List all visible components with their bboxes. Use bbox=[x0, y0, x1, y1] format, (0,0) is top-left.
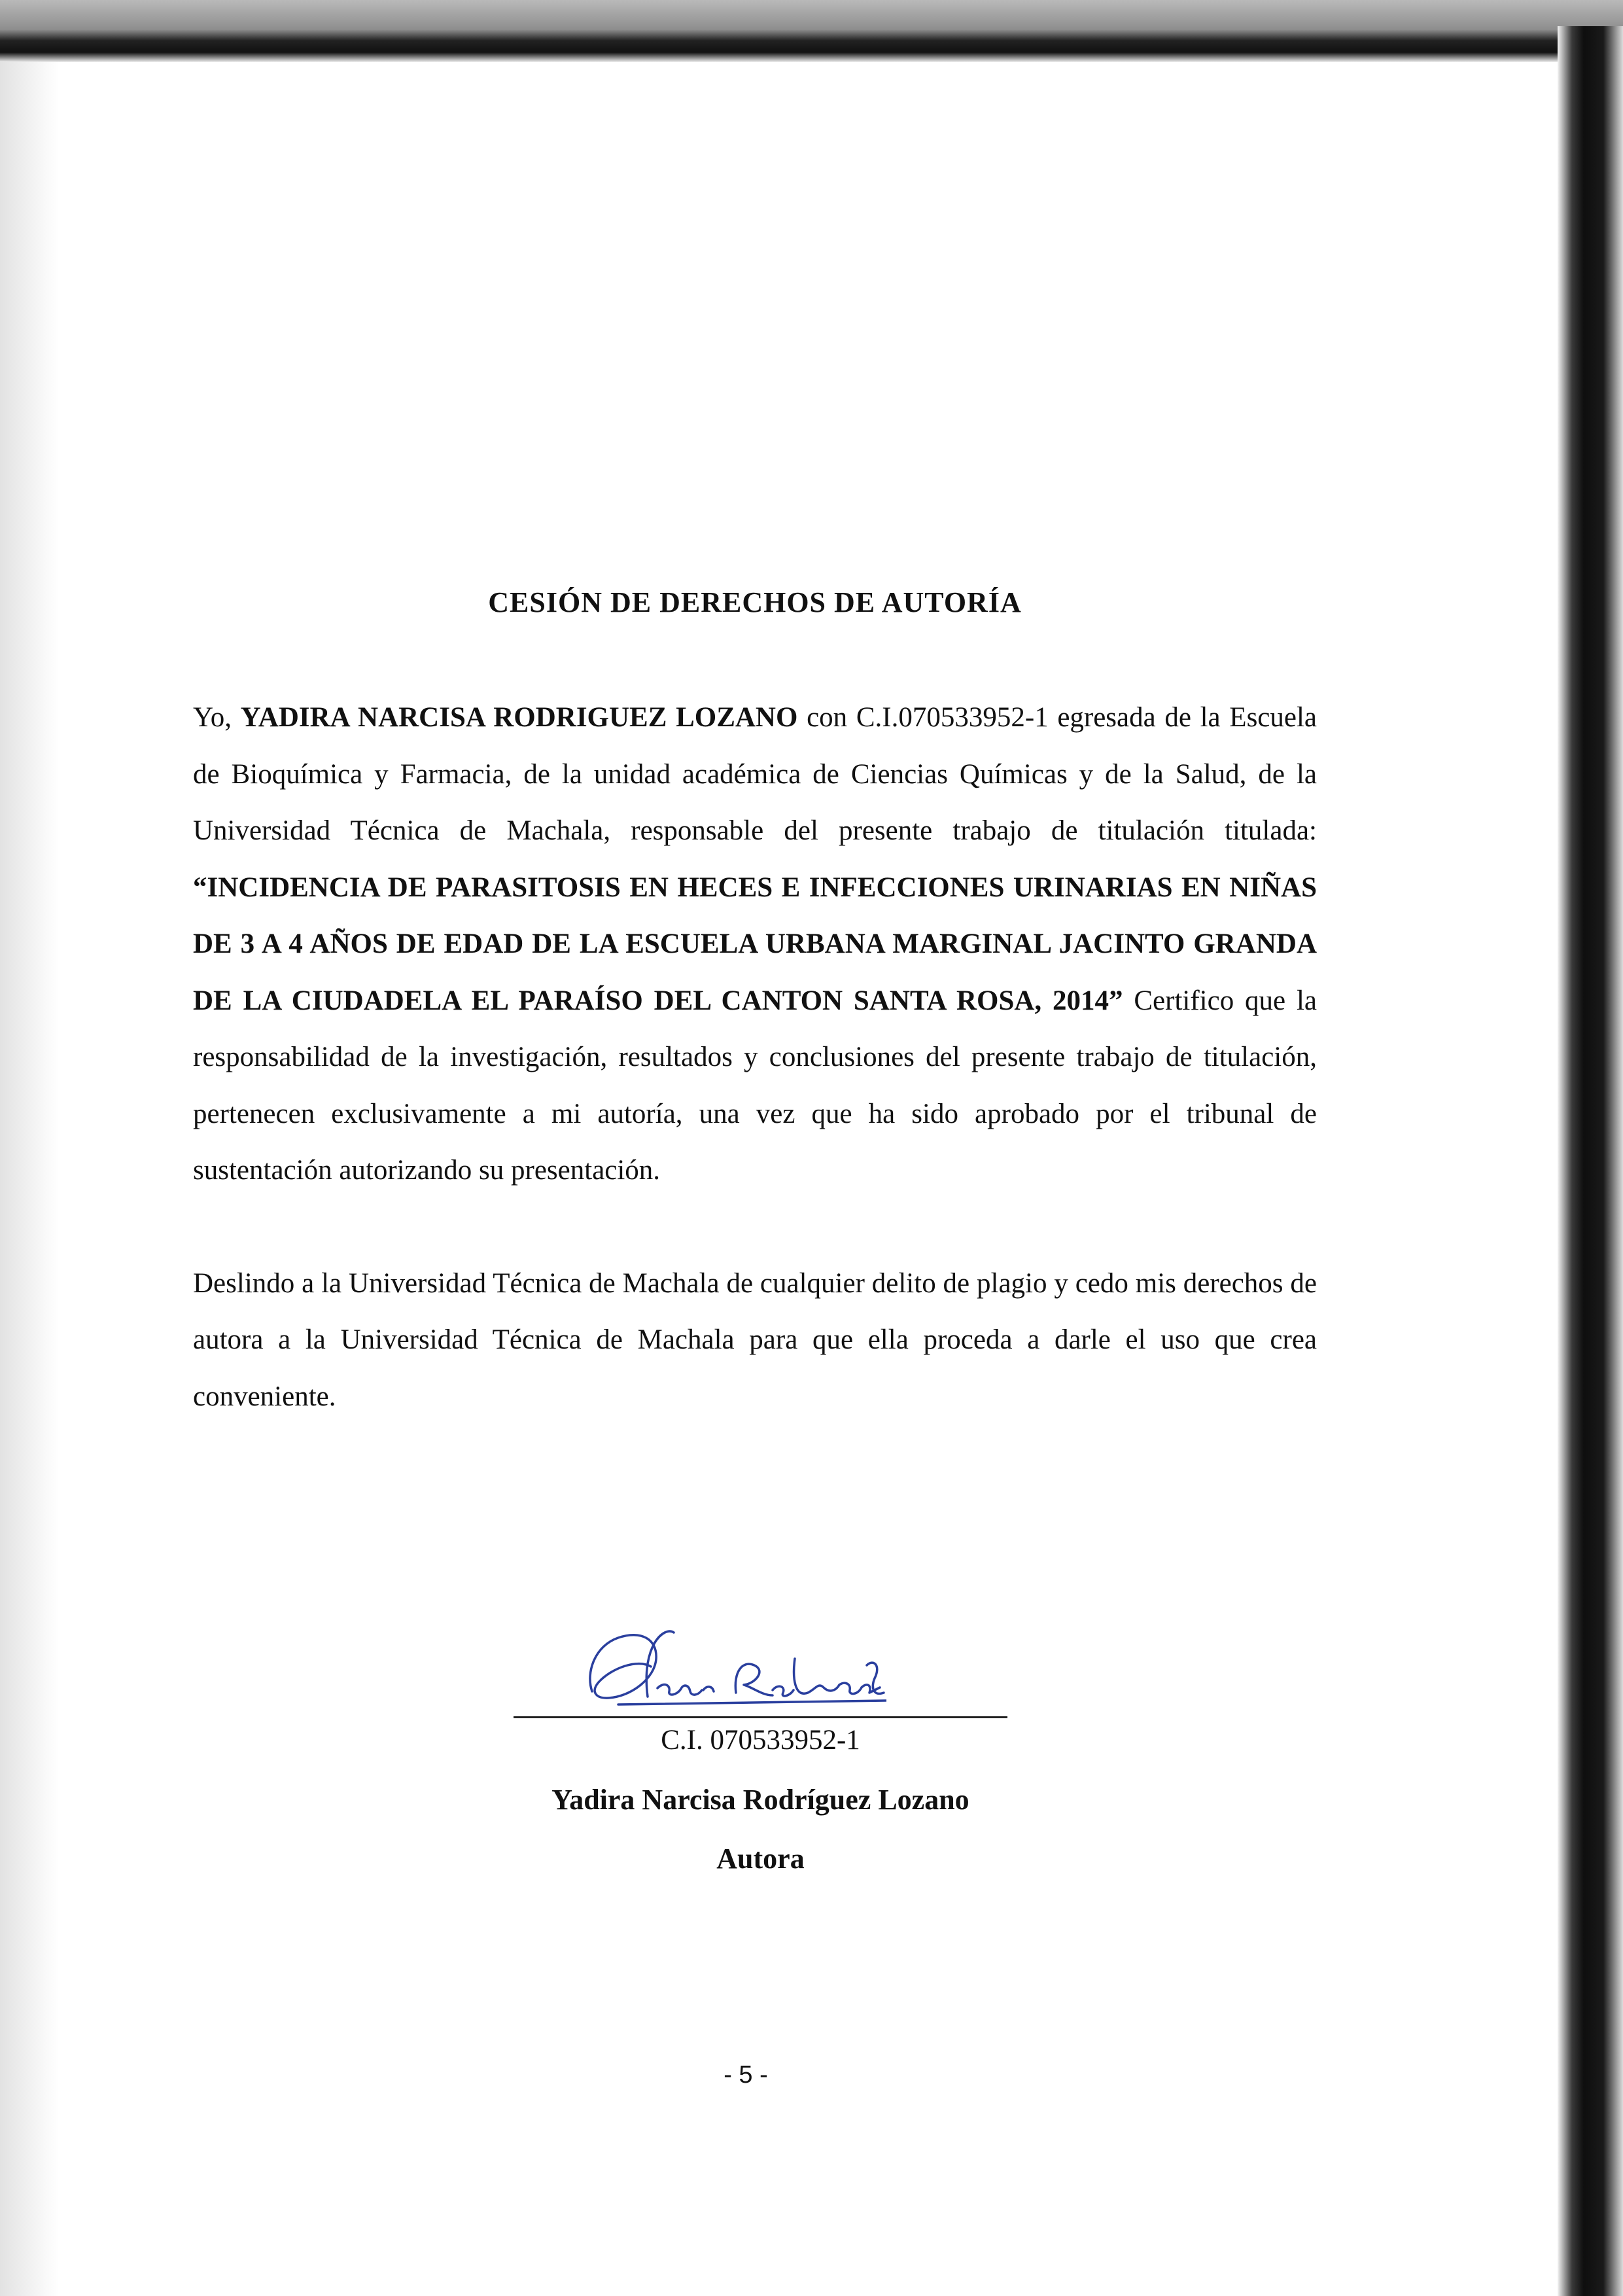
thesis-title: “INCIDENCIA DE PARASITOSIS EN HECES E INFECCIONES URINARIAS EN NIÑAS DE 3 A 4 AÑOS DE EDAD DE LA ESCUELA URBANA MARGINAL JACINTO GRANDA DE LA CIUDADELA EL PARAÍSO DEL CANTON SANTA ROSA, 2014” bbox=[193, 872, 1317, 1016]
author-role: Autora bbox=[716, 1843, 805, 1875]
disclaimer-paragraph: Deslindo a la Universidad Técnica de Machala de cualquier delito de plagio y cedo mis derechos de autora a la Universidad Técnica de Machala para que ella proceda a darle el uso que crea conveniente. bbox=[193, 1267, 1317, 1412]
declarant-name: YADIRA NARCISA RODRIGUEZ LOZANO bbox=[240, 702, 798, 733]
scanner-left-shadow bbox=[0, 62, 59, 2296]
declaration-intro: Yo, bbox=[193, 702, 241, 733]
page-number: - 5 - bbox=[724, 2061, 768, 2089]
paragraph-spacer bbox=[193, 1199, 1317, 1256]
scanner-right-edge bbox=[1558, 26, 1623, 2296]
document-title: CESIÓN DE DERECHOS DE AUTORÍA bbox=[488, 586, 1022, 618]
signature-line bbox=[514, 1716, 1007, 1718]
document-body bbox=[193, 586, 1317, 1425]
declaration-closing: Certifico que la responsabilidad de la investigación, resultados y conclusiones del presente trabajo de titulación, pertenecen exclusivamente a mi autoría, una vez que ha sido aprobado por el tribunal de sustentación autorizando su presentación. bbox=[193, 985, 1317, 1186]
declaration-paragraph bbox=[193, 690, 1317, 1199]
handwritten-signature-image bbox=[579, 1619, 886, 1718]
scanner-top-edge bbox=[0, 0, 1623, 62]
author-full-name: Yadira Narcisa Rodríguez Lozano bbox=[551, 1784, 969, 1816]
declaration-details: con C.I.070533952-1 egresada de la Escuela de Bioquímica y Farmacia, de la unidad académica de Ciencias Químicas y de la Salud, de la Universidad Técnica de Machala, responsable del presente trabajo de titulación titulada: bbox=[193, 702, 1318, 846]
signature-id-number: C.I. 070533952-1 bbox=[661, 1725, 860, 1756]
